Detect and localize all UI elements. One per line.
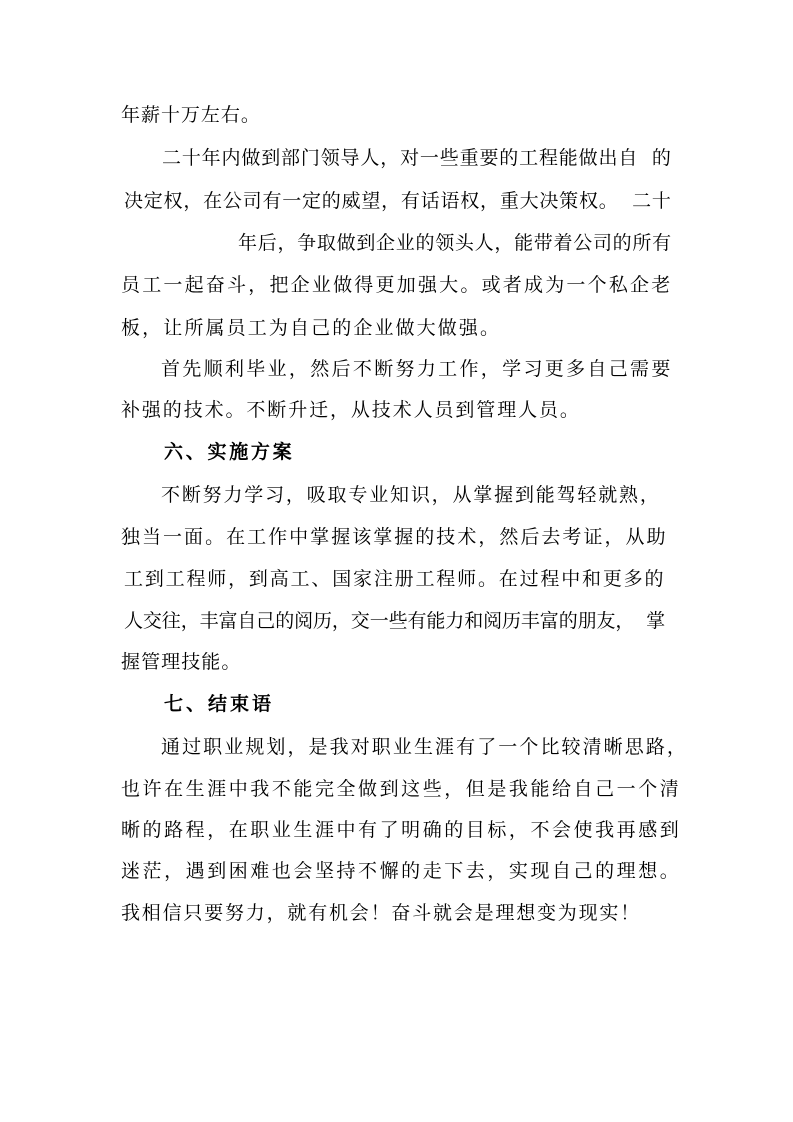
body-line: 晰的路程，在职业生涯中有了明确的目标，不会使我再感到 bbox=[121, 819, 682, 841]
body-line: 补强的技术。不断升迁，从技术人员到管理人员。 bbox=[121, 399, 581, 421]
body-line: 人交往，丰富自己的阅历，交一些有能力和阅历丰富的朋友， 掌 bbox=[124, 610, 666, 632]
body-line: 我相信只要努力，就有机会！奋斗就会是理想变为现实！ bbox=[121, 902, 642, 924]
body-line: 迷茫，遇到困难也会坚持不懈的走下去，实现自己的理想。 bbox=[121, 860, 682, 882]
body-line: 独当一面。在工作中掌握该掌握的技术，然后去考证，从助 bbox=[121, 526, 668, 548]
body-line: 二十年内做到部门领导人，对一些重要的工程能做出自 的 bbox=[162, 147, 672, 169]
body-line: 年后，争取做到企业的领头人，能带着公司的所有 bbox=[238, 232, 672, 254]
body-line: 不断努力学习，吸取专业知识，从掌握到能驾轻就熟， bbox=[161, 484, 661, 506]
body-line: 首先顺利毕业，然后不断努力工作，学习更多自己需要 bbox=[161, 358, 673, 380]
section-heading: 六、实施方案 bbox=[164, 441, 295, 463]
body-line: 年薪十万左右。 bbox=[121, 104, 261, 126]
body-line: 通过职业规划，是我对职业生涯有了一个比较清晰思路， bbox=[161, 736, 689, 758]
body-line: 板，让所属员工为自己的企业做大做强。 bbox=[121, 317, 502, 339]
body-line: 工到工程师，到高工、国家注册工程师。在过程中和更多的 bbox=[124, 568, 666, 590]
body-line: 决定权，在公司有一定的威望，有话语权，重大决策权。 二十 bbox=[124, 190, 672, 212]
body-line: 握管理技能。 bbox=[121, 651, 242, 673]
body-line: 也许在生涯中我不能完全做到这些，但是我能给自己一个清 bbox=[121, 778, 682, 800]
section-heading: 七、结束语 bbox=[164, 693, 275, 715]
body-line: 员工一起奋斗，把企业做得更加强大。或者成为一个私企老 bbox=[121, 274, 673, 296]
